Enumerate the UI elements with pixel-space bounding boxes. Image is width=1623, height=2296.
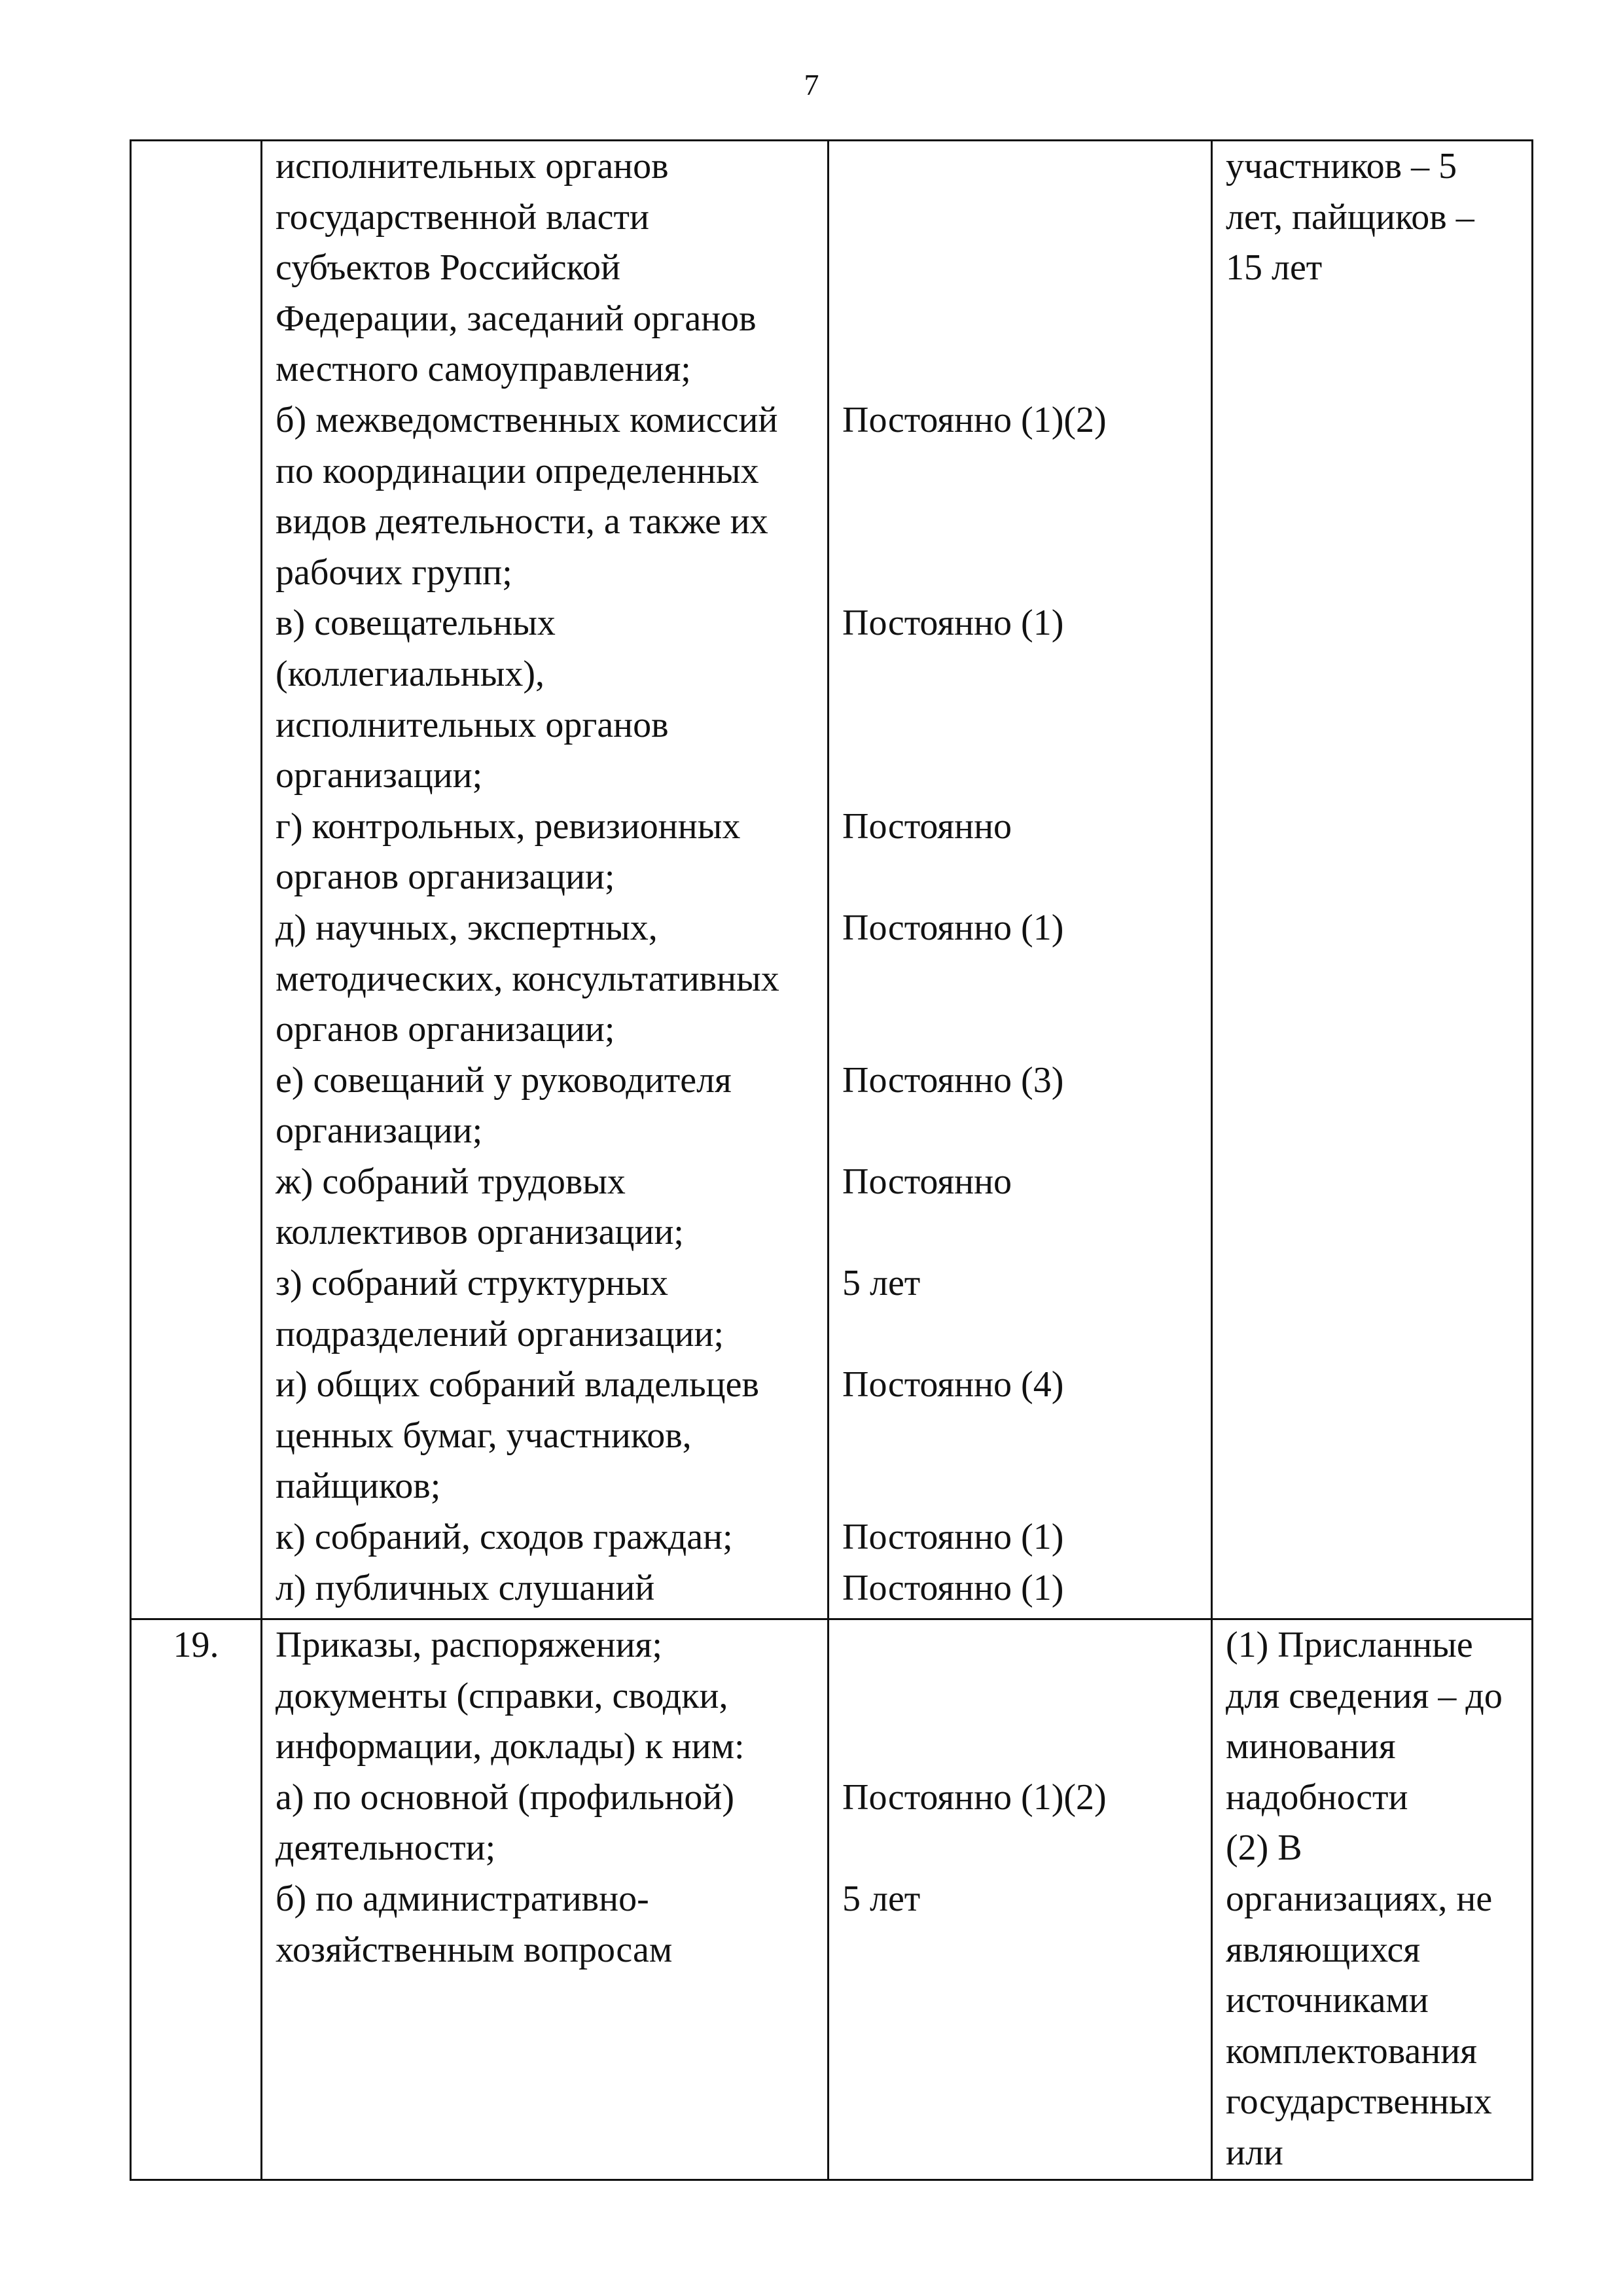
note-line: (2) В [1226,1828,1302,1869]
document-type-line: документы (справки, сводки, [276,1675,728,1716]
document-type-line: к) собраний, сходов граждан; [276,1517,733,1558]
blank-line [829,548,1211,599]
document-type-line: информации, доклады) к ним: [276,1726,745,1767]
blank-line [829,852,1211,903]
document-type-line: пайщиков; [276,1466,441,1507]
document-type-line: органов организации; [276,1009,615,1050]
note-line: источниками [1226,1980,1429,2021]
retention-term-cell [829,1619,1212,2180]
blank-line [829,344,1211,395]
document-type-line: методических, консультативных [276,958,779,999]
retention-term: Постоянно (1) [842,1567,1064,1608]
note-line: или [1226,2132,1283,2173]
blank-line [829,192,1211,243]
retention-term: Постоянно [842,1161,1012,1202]
retention-term: 5 лет [842,1878,921,1919]
note-line: лет, пайщиков – [1226,196,1474,238]
document-type-line: Приказы, распоряжения; [276,1625,662,1665]
note-line: для сведения – до [1226,1675,1503,1716]
page-number: 7 [804,68,819,101]
document-type-line: ценных бумаг, участников, [276,1415,692,1456]
document-type-cell [262,1619,829,2180]
blank-line [829,497,1211,548]
notes-cell [1212,141,1533,1619]
blank-line [829,1207,1211,1258]
document-type-line: органов организации; [276,857,615,898]
blank-line [829,446,1211,497]
document-type-line: а) по основной (профильной) [276,1776,735,1818]
blank-line [829,1620,1211,1671]
document-type-line: г) контрольных, ревизионных [276,805,741,847]
document-type-line: видов деятельности, а также их [276,501,768,542]
document-type-cell [262,141,829,1619]
note-line: минования [1226,1726,1396,1767]
document-type-line: организации; [276,755,483,796]
article-number-cell [131,141,262,1619]
document-type-line: хозяйственным вопросам [276,1929,673,1970]
note-line: 15 лет [1226,247,1323,289]
retention-term: Постоянно (1) [842,1517,1064,1558]
note-line: являющихся [1226,1929,1421,1970]
table-row-19 [131,1619,1533,2180]
document-type-line: субъектов Российской [276,247,620,289]
blank-line [829,1823,1211,1874]
blank-line [829,700,1211,751]
retention-term: Постоянно (3) [842,1059,1064,1101]
retention-term: Постоянно (1) [842,603,1064,644]
blank-line [829,1106,1211,1157]
document-type-line: з) собраний структурных [276,1263,668,1304]
document-type-line: б) по административно- [276,1878,649,1919]
document-type-line: по координации определенных [276,450,759,491]
table-row-continuation [131,141,1533,1619]
document-type-line: л) публичных слушаний [276,1567,655,1608]
document-type-line: организации; [276,1110,483,1152]
document-type-line: государственной власти [276,196,649,238]
retention-term: Постоянно (1) [842,907,1064,948]
article-number [132,141,260,192]
document-type-line: д) научных, экспертных, [276,907,658,948]
blank-line [829,1671,1211,1722]
blank-line [829,649,1211,700]
document-type-line: исполнительных органов [276,704,669,745]
note-line: комплектования [1226,2030,1477,2072]
blank-line [829,751,1211,802]
note-line: участников – 5 [1226,146,1457,186]
retention-term-cell [829,141,1212,1619]
retention-term: Постоянно (1)(2) [842,399,1107,440]
article-number-cell [131,1619,262,2180]
retention-term: Постоянно [842,805,1012,847]
document-type-line: деятельности; [276,1828,496,1869]
blank-line [829,141,1211,192]
retention-table [130,139,1533,2181]
note-line: надобности [1226,1776,1408,1818]
blank-line [829,294,1211,345]
document-type-line: б) межведомственных комиссий [276,399,778,440]
note-line: (1) Присланные [1226,1625,1473,1665]
blank-line [829,243,1211,294]
blank-line [829,1411,1211,1462]
document-type-line: подразделений организации; [276,1313,724,1354]
retention-term: Постоянно (4) [842,1364,1064,1405]
blank-line [829,1461,1211,1512]
notes-cell [1212,1619,1533,2180]
retention-term: 5 лет [842,1263,921,1304]
note-line: государственных [1226,2081,1492,2123]
blank-line [829,1722,1211,1773]
document-type-line: ж) собраний трудовых [276,1161,626,1202]
document-type-line: коллективов организации; [276,1212,684,1253]
document-type-line: и) общих собраний владельцев [276,1364,759,1405]
blank-line [829,954,1211,1005]
document-type-line: исполнительных органов [276,146,669,186]
document-type-line: Федерации, заседаний органов [276,298,757,339]
blank-line [829,1309,1211,1360]
document-type-line: (коллегиальных), [276,653,545,694]
article-number: 19. [173,1625,219,1665]
document-type-line: рабочих групп; [276,552,512,593]
retention-term: Постоянно (1)(2) [842,1776,1107,1818]
document-type-line: местного самоуправления; [276,349,691,390]
document-type-line: е) совещаний у руководителя [276,1059,732,1101]
document-type-line: в) совещательных [276,603,556,644]
blank-line [829,1004,1211,1055]
note-line: организациях, не [1226,1878,1493,1919]
